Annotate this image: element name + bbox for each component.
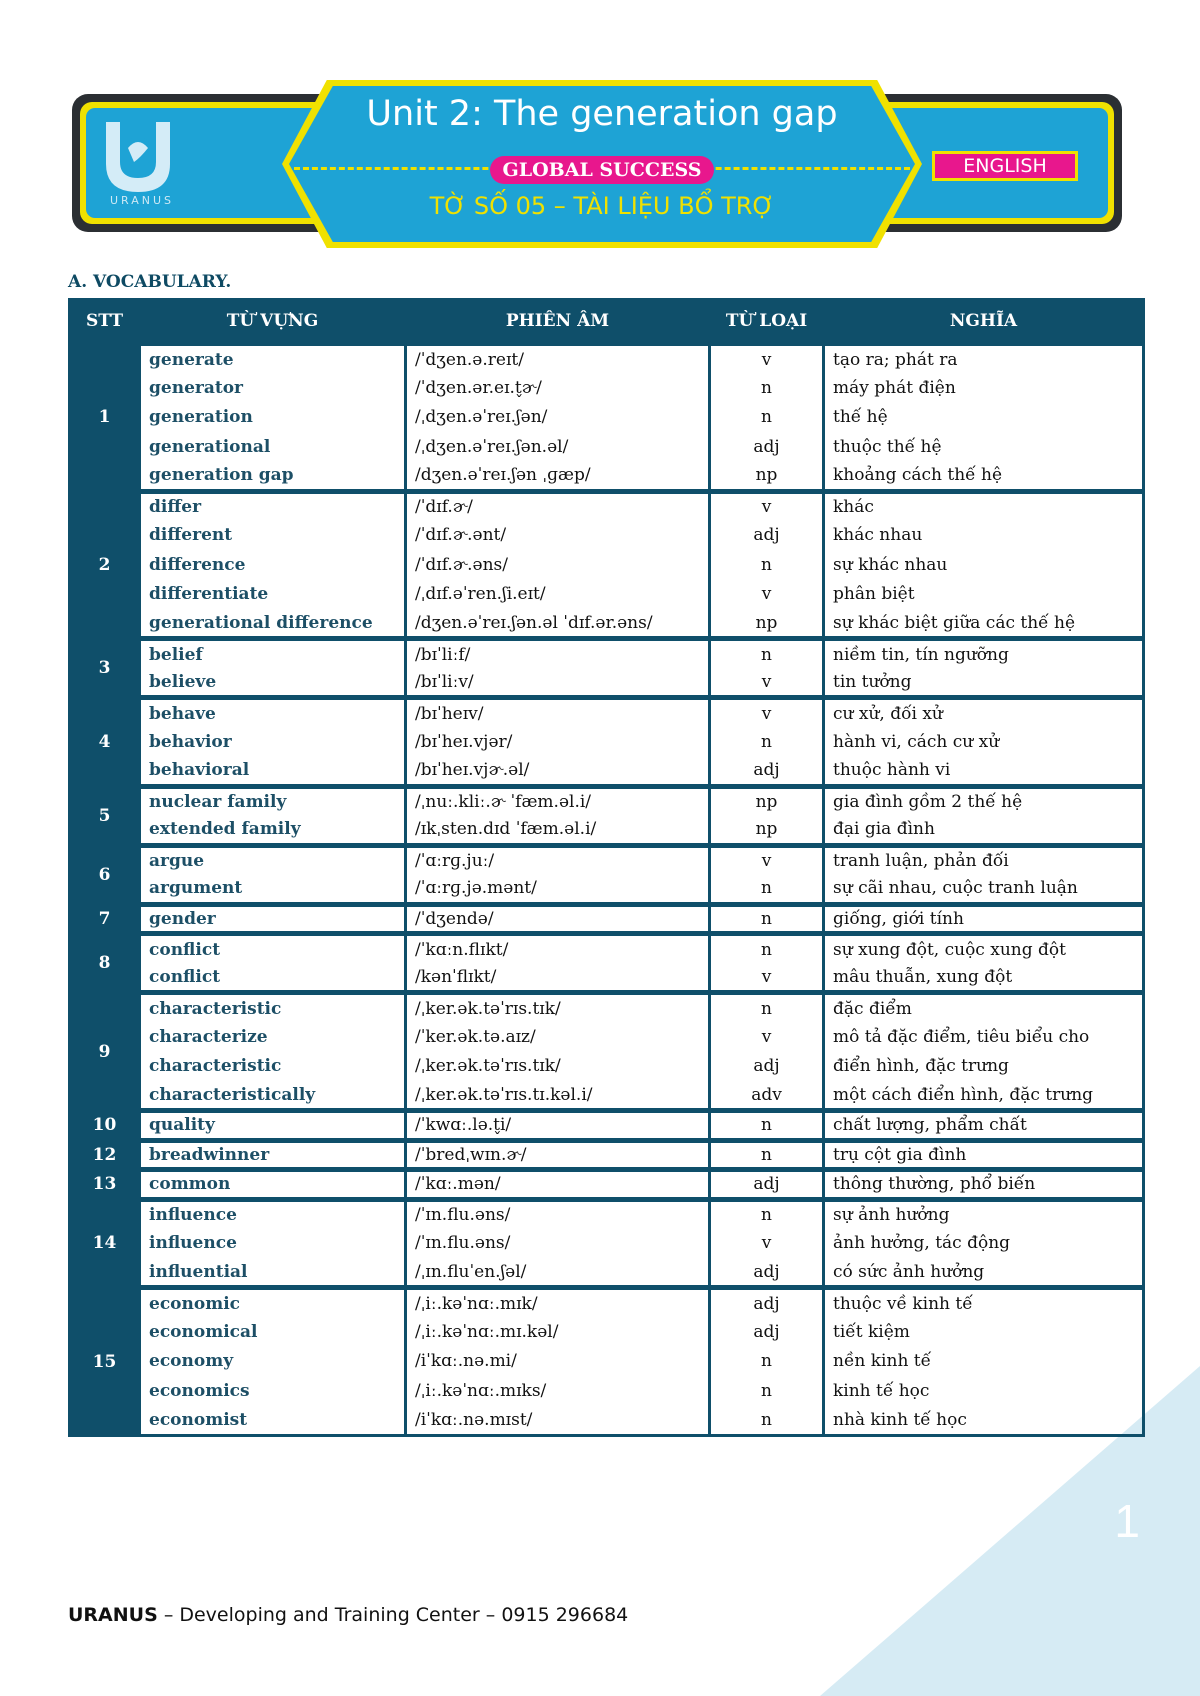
- phonetic: /dʒen.əˈreɪ.ʃən ˌɡæp/: [406, 462, 710, 492]
- phonetic: /bɪˈheɪ.vjɚ.əl/: [406, 757, 710, 787]
- table-row: [70, 1406, 1144, 1436]
- part-of-speech: v: [710, 1022, 824, 1052]
- phonetic: /ˌɪn.fluˈen.ʃəl/: [406, 1258, 710, 1288]
- unit-title: Unit 2: The generation gap: [366, 94, 838, 134]
- part-of-speech: v: [710, 580, 824, 610]
- part-of-speech: np: [710, 609, 824, 639]
- vocab-word: difference: [140, 550, 406, 580]
- row-number: 1: [70, 344, 140, 492]
- phonetic: /ˌnuː.kliː.ɚ ˈfæm.əl.i/: [406, 786, 710, 816]
- part-of-speech: n: [710, 639, 824, 669]
- meaning: thuộc hành vi: [824, 757, 1144, 787]
- part-of-speech: adj: [710, 1170, 824, 1200]
- vocab-word: behavior: [140, 727, 406, 757]
- table-row: [70, 373, 1144, 403]
- meaning: khác: [824, 491, 1144, 521]
- meaning: ảnh hưởng, tác động: [824, 1229, 1144, 1259]
- section-heading: A. VOCABULARY.: [68, 272, 232, 292]
- phonetic: /ˌker.ək.təˈrɪs.tɪk/: [406, 993, 710, 1023]
- vocab-word: characteristically: [140, 1081, 406, 1111]
- column-header-meaning: NGHĨA: [824, 300, 1144, 344]
- meaning: thông thường, phổ biến: [824, 1170, 1144, 1200]
- part-of-speech: n: [710, 727, 824, 757]
- row-number: 3: [70, 639, 140, 698]
- meaning: đại gia đình: [824, 816, 1144, 846]
- table-row: [70, 1376, 1144, 1406]
- vocab-word: differentiate: [140, 580, 406, 610]
- vocab-word: nuclear family: [140, 786, 406, 816]
- phonetic: /bɪˈheɪ.vjər/: [406, 727, 710, 757]
- row-number: 8: [70, 934, 140, 993]
- vocab-word: conflict: [140, 963, 406, 993]
- part-of-speech: n: [710, 373, 824, 403]
- table-row: [70, 580, 1144, 610]
- meaning: một cách điển hình, đặc trưng: [824, 1081, 1144, 1111]
- meaning: phân biệt: [824, 580, 1144, 610]
- row-number: 12: [70, 1140, 140, 1170]
- phonetic: /ˈdɪf.ɚ.ənt/: [406, 521, 710, 551]
- meaning: sự khác nhau: [824, 550, 1144, 580]
- part-of-speech: v: [710, 344, 824, 374]
- vocab-word: argument: [140, 875, 406, 905]
- meaning: tạo ra; phát ra: [824, 344, 1144, 374]
- vocab-word: conflict: [140, 934, 406, 964]
- vocab-word: breadwinner: [140, 1140, 406, 1170]
- phonetic: /ˈɑːrɡ.jə.mənt/: [406, 875, 710, 905]
- part-of-speech: n: [710, 1199, 824, 1229]
- vocab-word: generate: [140, 344, 406, 374]
- meaning: điển hình, đặc trưng: [824, 1052, 1144, 1082]
- row-number: 5: [70, 786, 140, 845]
- part-of-speech: v: [710, 845, 824, 875]
- table-row: [70, 344, 1144, 374]
- part-of-speech: n: [710, 1376, 824, 1406]
- phonetic: /ˈkɑː.mən/: [406, 1170, 710, 1200]
- phonetic: /dʒen.əˈreɪ.ʃən.əl ˈdɪf.ər.əns/: [406, 609, 710, 639]
- vocabulary-table: [68, 298, 1145, 1437]
- part-of-speech: np: [710, 462, 824, 492]
- vocab-word: economy: [140, 1347, 406, 1377]
- meaning: sự cãi nhau, cuộc tranh luận: [824, 875, 1144, 905]
- vocab-word: generator: [140, 373, 406, 403]
- table-row: [70, 904, 1144, 934]
- footer: [68, 1604, 628, 1626]
- meaning: thuộc về kinh tế: [824, 1288, 1144, 1318]
- vocab-word: common: [140, 1170, 406, 1200]
- phonetic: /bɪˈliːf/: [406, 639, 710, 669]
- vocab-word: characterize: [140, 1022, 406, 1052]
- table-row: [70, 845, 1144, 875]
- part-of-speech: v: [710, 1229, 824, 1259]
- vocab-word: behavioral: [140, 757, 406, 787]
- table-row: [70, 1258, 1144, 1288]
- table-row: [70, 1229, 1144, 1259]
- header-banner: [72, 80, 1122, 248]
- part-of-speech: np: [710, 786, 824, 816]
- vocab-word: economical: [140, 1317, 406, 1347]
- vocab-word: different: [140, 521, 406, 551]
- page-number: 1: [1114, 1495, 1140, 1547]
- part-of-speech: n: [710, 550, 824, 580]
- table-row: [70, 1170, 1144, 1200]
- row-number: 15: [70, 1288, 140, 1436]
- phonetic: /ˌiː.kəˈnɑː.mɪ.kəl/: [406, 1317, 710, 1347]
- table-header-row: [70, 300, 1144, 344]
- part-of-speech: adj: [710, 432, 824, 462]
- vocab-word: influence: [140, 1199, 406, 1229]
- meaning: chất lượng, phẩm chất: [824, 1111, 1144, 1141]
- table-row: [70, 1199, 1144, 1229]
- meaning: mô tả đặc điểm, tiêu biểu cho: [824, 1022, 1144, 1052]
- meaning: tranh luận, phản đối: [824, 845, 1144, 875]
- vocab-word: characteristic: [140, 993, 406, 1023]
- phonetic: /ˈdɪf.ɚ/: [406, 491, 710, 521]
- table-row: [70, 639, 1144, 669]
- column-header-ipa: PHIÊN ÂM: [406, 300, 710, 344]
- table-row: [70, 727, 1144, 757]
- vocab-word: quality: [140, 1111, 406, 1141]
- table-row: [70, 521, 1144, 551]
- vocab-word: characteristic: [140, 1052, 406, 1082]
- meaning: trụ cột gia đình: [824, 1140, 1144, 1170]
- table-row: [70, 757, 1144, 787]
- vocab-word: economist: [140, 1406, 406, 1436]
- phonetic: /ˈdɪf.ɚ.əns/: [406, 550, 710, 580]
- phonetic: /ˌdɪf.əˈren.ʃi.eɪt/: [406, 580, 710, 610]
- part-of-speech: np: [710, 816, 824, 846]
- meaning: thuộc thế hệ: [824, 432, 1144, 462]
- meaning: tin tưởng: [824, 668, 1144, 698]
- meaning: gia đình gồm 2 thế hệ: [824, 786, 1144, 816]
- vocab-word: believe: [140, 668, 406, 698]
- phonetic: /ˈkwɑː.lə.t̬i/: [406, 1111, 710, 1141]
- table-row: [70, 1022, 1144, 1052]
- meaning: hành vi, cách cư xử: [824, 727, 1144, 757]
- phonetic: /kənˈflɪkt/: [406, 963, 710, 993]
- part-of-speech: n: [710, 1140, 824, 1170]
- table-row: [70, 934, 1144, 964]
- phonetic: /ˌiː.kəˈnɑː.mɪk/: [406, 1288, 710, 1318]
- phonetic: /ˈkɑːn.flɪkt/: [406, 934, 710, 964]
- table-row: [70, 432, 1144, 462]
- part-of-speech: adj: [710, 521, 824, 551]
- row-number: 7: [70, 904, 140, 934]
- table-row: [70, 1347, 1144, 1377]
- vocab-word: generation gap: [140, 462, 406, 492]
- vocab-word: generation: [140, 403, 406, 433]
- phonetic: /iˈkɑː.nə.mi/: [406, 1347, 710, 1377]
- row-number: 14: [70, 1199, 140, 1288]
- logo-text: URANUS: [109, 194, 175, 207]
- meaning: kinh tế học: [824, 1376, 1144, 1406]
- phonetic: /ˈdʒen.ə.reɪt/: [406, 344, 710, 374]
- meaning: khác nhau: [824, 521, 1144, 551]
- phonetic: /ˈɪn.flu.əns/: [406, 1229, 710, 1259]
- part-of-speech: n: [710, 934, 824, 964]
- meaning: đặc điểm: [824, 993, 1144, 1023]
- vocab-word: extended family: [140, 816, 406, 846]
- table-row: [70, 993, 1144, 1023]
- table-row: [70, 1081, 1144, 1111]
- phonetic: /ɪkˌsten.dɪd ˈfæm.əl.i/: [406, 816, 710, 846]
- part-of-speech: v: [710, 491, 824, 521]
- table-row: [70, 403, 1144, 433]
- part-of-speech: v: [710, 698, 824, 728]
- meaning: tiết kiệm: [824, 1317, 1144, 1347]
- vocab-word: influential: [140, 1258, 406, 1288]
- meaning: cư xử, đối xử: [824, 698, 1144, 728]
- table-row: [70, 1288, 1144, 1318]
- phonetic: /bɪˈliːv/: [406, 668, 710, 698]
- meaning: mâu thuẫn, xung đột: [824, 963, 1144, 993]
- row-number: 6: [70, 845, 140, 904]
- vocab-word: generational difference: [140, 609, 406, 639]
- table-row: [70, 1111, 1144, 1141]
- row-number: 9: [70, 993, 140, 1111]
- part-of-speech: v: [710, 963, 824, 993]
- phonetic: /ˈdʒendə/: [406, 904, 710, 934]
- sheet-title: TỜ SỐ 05 – TÀI LIỆU BỔ TRỢ: [429, 192, 775, 220]
- phonetic: /ˌker.ək.təˈrɪs.tɪk/: [406, 1052, 710, 1082]
- row-number: 10: [70, 1111, 140, 1141]
- phonetic: /ˈker.ək.tə.aɪz/: [406, 1022, 710, 1052]
- part-of-speech: n: [710, 1347, 824, 1377]
- meaning: sự xung đột, cuộc xung đột: [824, 934, 1144, 964]
- footer-brand: URANUS: [68, 1604, 158, 1626]
- table-row: [70, 1140, 1144, 1170]
- part-of-speech: n: [710, 904, 824, 934]
- vocab-word: argue: [140, 845, 406, 875]
- uranus-logo-icon: [100, 118, 176, 202]
- meaning: niềm tin, tín ngưỡng: [824, 639, 1144, 669]
- meaning: khoảng cách thế hệ: [824, 462, 1144, 492]
- table-row: [70, 550, 1144, 580]
- meaning: thế hệ: [824, 403, 1144, 433]
- row-number: 4: [70, 698, 140, 787]
- vocab-word: gender: [140, 904, 406, 934]
- table-body: [70, 344, 1144, 1436]
- vocab-word: behave: [140, 698, 406, 728]
- meaning: sự ảnh hưởng: [824, 1199, 1144, 1229]
- subject-badge: ENGLISH: [932, 151, 1078, 181]
- phonetic: /ˈɪn.flu.əns/: [406, 1199, 710, 1229]
- table-row: [70, 462, 1144, 492]
- vocab-word: economic: [140, 1288, 406, 1318]
- table-row: [70, 668, 1144, 698]
- part-of-speech: adj: [710, 757, 824, 787]
- vocab-word: differ: [140, 491, 406, 521]
- part-of-speech: adj: [710, 1288, 824, 1318]
- meaning: máy phát điện: [824, 373, 1144, 403]
- phonetic: /ˌdʒen.əˈreɪ.ʃən.əl/: [406, 432, 710, 462]
- table-row: [70, 609, 1144, 639]
- global-success-badge: GLOBAL SUCCESS: [490, 156, 714, 184]
- phonetic: /ˌker.ək.təˈrɪs.tɪ.kəl.i/: [406, 1081, 710, 1111]
- part-of-speech: n: [710, 875, 824, 905]
- vocab-word: influence: [140, 1229, 406, 1259]
- phonetic: /iˈkɑː.nə.mɪst/: [406, 1406, 710, 1436]
- part-of-speech: n: [710, 403, 824, 433]
- part-of-speech: adj: [710, 1258, 824, 1288]
- table-row: [70, 1317, 1144, 1347]
- vocab-word: belief: [140, 639, 406, 669]
- phonetic: /ˈbredˌwɪn.ɚ/: [406, 1140, 710, 1170]
- part-of-speech: n: [710, 1111, 824, 1141]
- part-of-speech: n: [710, 1406, 824, 1436]
- table-row: [70, 963, 1144, 993]
- phonetic: /ˈɑːrɡ.juː/: [406, 845, 710, 875]
- vocab-word: economics: [140, 1376, 406, 1406]
- phonetic: /bɪˈheɪv/: [406, 698, 710, 728]
- meaning: sự khác biệt giữa các thế hệ: [824, 609, 1144, 639]
- vocab-word: generational: [140, 432, 406, 462]
- footer-text: – Developing and Training Center – 0915 296684: [157, 1604, 629, 1626]
- part-of-speech: adj: [710, 1317, 824, 1347]
- table-row: [70, 786, 1144, 816]
- phonetic: /ˈdʒen.ər.eɪ.t̬ɚ/: [406, 373, 710, 403]
- column-header-word: TỪ VỰNG: [140, 300, 406, 344]
- table-row: [70, 491, 1144, 521]
- table-row: [70, 698, 1144, 728]
- table-row: [70, 875, 1144, 905]
- meaning: có sức ảnh hưởng: [824, 1258, 1144, 1288]
- phonetic: /ˌdʒen.əˈreɪ.ʃən/: [406, 403, 710, 433]
- row-number: 13: [70, 1170, 140, 1200]
- part-of-speech: adv: [710, 1081, 824, 1111]
- column-header-stt: STT: [70, 300, 140, 344]
- meaning: nhà kinh tế học: [824, 1406, 1144, 1436]
- row-number: 2: [70, 491, 140, 639]
- part-of-speech: adj: [710, 1052, 824, 1082]
- part-of-speech: v: [710, 668, 824, 698]
- phonetic: /ˌiː.kəˈnɑː.mɪks/: [406, 1376, 710, 1406]
- column-header-pos: TỪ LOẠI: [710, 300, 824, 344]
- meaning: giống, giới tính: [824, 904, 1144, 934]
- table-row: [70, 1052, 1144, 1082]
- meaning: nền kinh tế: [824, 1347, 1144, 1377]
- table-row: [70, 816, 1144, 846]
- part-of-speech: n: [710, 993, 824, 1023]
